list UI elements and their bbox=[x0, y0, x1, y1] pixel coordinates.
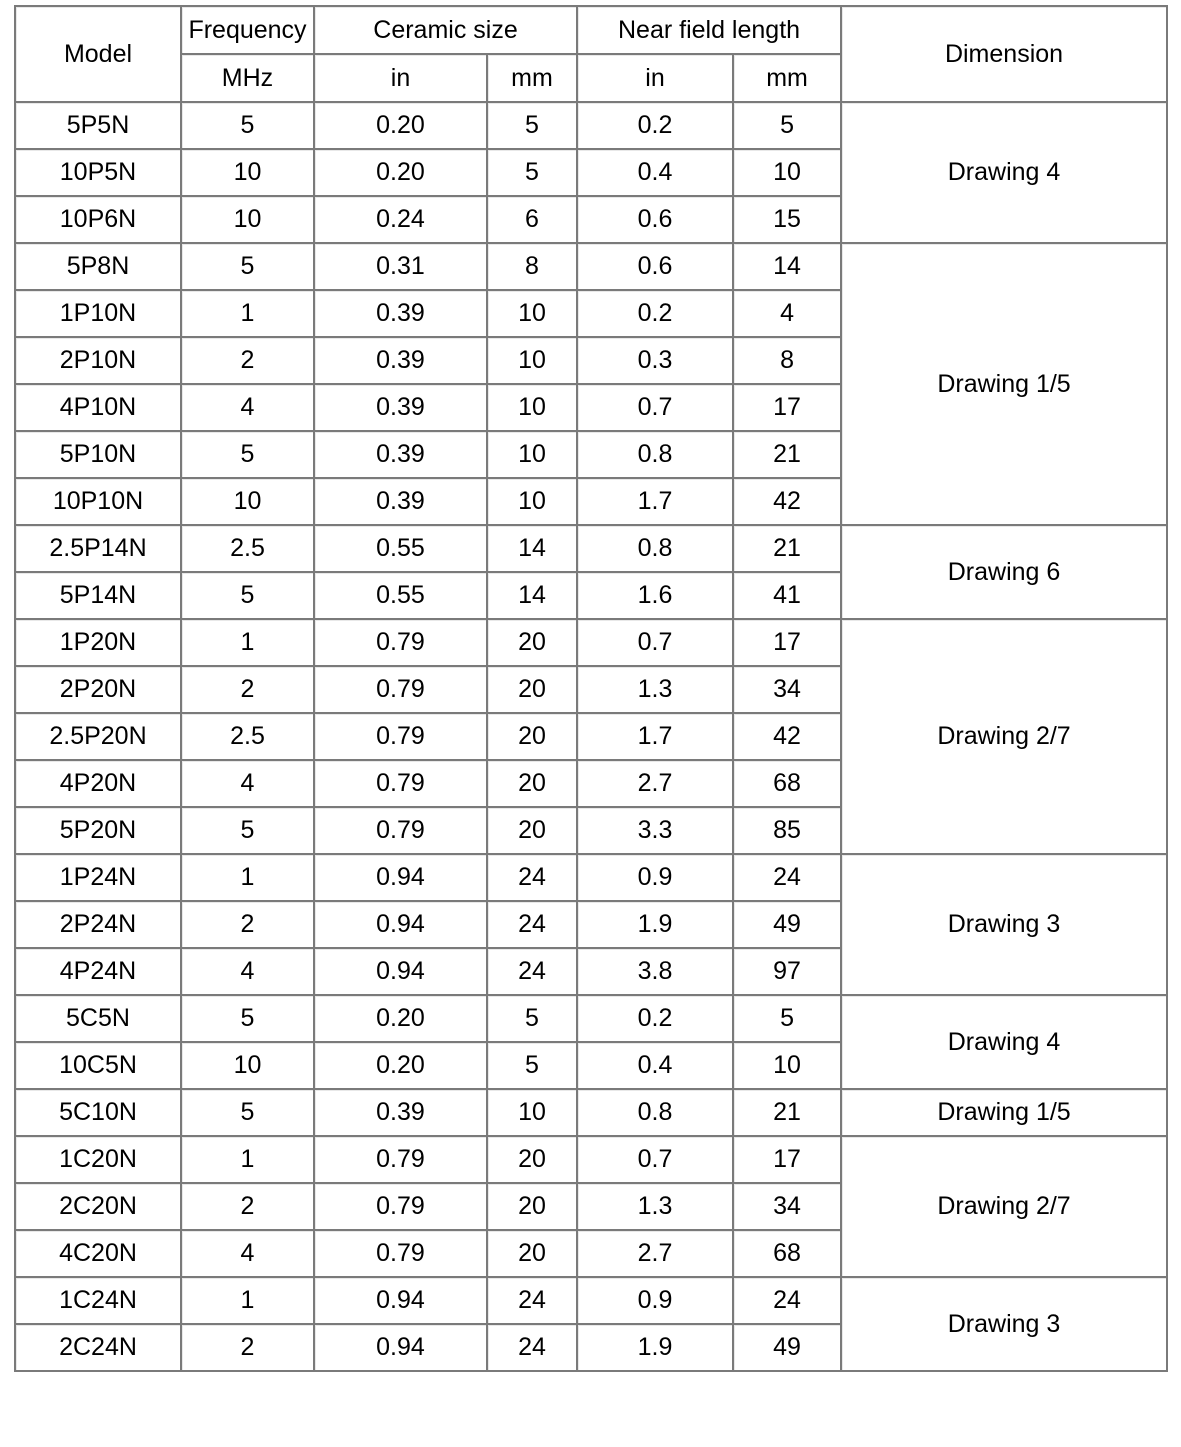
cell-ceramic-mm: 5 bbox=[487, 149, 577, 196]
cell-frequency: 2 bbox=[181, 666, 314, 713]
cell-model: 2C20N bbox=[15, 1183, 181, 1230]
cell-near-mm: 17 bbox=[733, 619, 841, 666]
header-ceramic-size: Ceramic size bbox=[314, 6, 577, 54]
cell-near-in: 0.6 bbox=[577, 196, 733, 243]
cell-near-in: 1.7 bbox=[577, 713, 733, 760]
cell-dimension: Drawing 6 bbox=[841, 525, 1167, 619]
cell-frequency: 2.5 bbox=[181, 713, 314, 760]
cell-near-in: 0.9 bbox=[577, 1277, 733, 1324]
cell-near-mm: 24 bbox=[733, 854, 841, 901]
cell-ceramic-in: 0.24 bbox=[314, 196, 487, 243]
cell-dimension: Drawing 1/5 bbox=[841, 243, 1167, 525]
cell-frequency: 5 bbox=[181, 995, 314, 1042]
cell-ceramic-in: 0.20 bbox=[314, 995, 487, 1042]
cell-ceramic-mm: 20 bbox=[487, 666, 577, 713]
cell-ceramic-mm: 10 bbox=[487, 290, 577, 337]
cell-ceramic-in: 0.20 bbox=[314, 102, 487, 149]
cell-model: 1C24N bbox=[15, 1277, 181, 1324]
cell-model: 1P24N bbox=[15, 854, 181, 901]
cell-frequency: 2 bbox=[181, 337, 314, 384]
cell-near-in: 2.7 bbox=[577, 760, 733, 807]
cell-ceramic-mm: 8 bbox=[487, 243, 577, 290]
cell-model: 5P14N bbox=[15, 572, 181, 619]
cell-near-mm: 68 bbox=[733, 1230, 841, 1277]
table-row bbox=[15, 525, 1167, 572]
cell-near-mm: 42 bbox=[733, 713, 841, 760]
cell-frequency: 5 bbox=[181, 102, 314, 149]
cell-frequency: 1 bbox=[181, 1136, 314, 1183]
cell-ceramic-mm: 20 bbox=[487, 619, 577, 666]
cell-ceramic-in: 0.20 bbox=[314, 149, 487, 196]
cell-ceramic-mm: 10 bbox=[487, 478, 577, 525]
cell-near-mm: 34 bbox=[733, 1183, 841, 1230]
cell-model: 10C5N bbox=[15, 1042, 181, 1089]
cell-ceramic-mm: 10 bbox=[487, 431, 577, 478]
cell-ceramic-in: 0.94 bbox=[314, 948, 487, 995]
cell-ceramic-in: 0.39 bbox=[314, 337, 487, 384]
cell-near-mm: 21 bbox=[733, 431, 841, 478]
cell-ceramic-mm: 20 bbox=[487, 1183, 577, 1230]
cell-ceramic-in: 0.55 bbox=[314, 572, 487, 619]
cell-frequency: 5 bbox=[181, 1089, 314, 1136]
cell-frequency: 10 bbox=[181, 149, 314, 196]
cell-near-mm: 21 bbox=[733, 525, 841, 572]
cell-near-in: 0.6 bbox=[577, 243, 733, 290]
cell-ceramic-mm: 20 bbox=[487, 760, 577, 807]
cell-model: 4P24N bbox=[15, 948, 181, 995]
cell-near-in: 0.7 bbox=[577, 619, 733, 666]
cell-frequency: 5 bbox=[181, 807, 314, 854]
table-row bbox=[15, 1136, 1167, 1183]
cell-near-in: 3.3 bbox=[577, 807, 733, 854]
cell-near-in: 0.8 bbox=[577, 525, 733, 572]
cell-ceramic-mm: 14 bbox=[487, 572, 577, 619]
cell-model: 1C20N bbox=[15, 1136, 181, 1183]
cell-dimension: Drawing 4 bbox=[841, 102, 1167, 243]
header-frequency-unit: MHz bbox=[181, 54, 314, 102]
cell-model: 5P20N bbox=[15, 807, 181, 854]
table-row bbox=[15, 1277, 1167, 1324]
cell-frequency: 1 bbox=[181, 1277, 314, 1324]
cell-ceramic-in: 0.79 bbox=[314, 1230, 487, 1277]
cell-ceramic-in: 0.94 bbox=[314, 854, 487, 901]
cell-model: 4C20N bbox=[15, 1230, 181, 1277]
cell-ceramic-in: 0.31 bbox=[314, 243, 487, 290]
cell-near-mm: 4 bbox=[733, 290, 841, 337]
cell-model: 5C5N bbox=[15, 995, 181, 1042]
cell-dimension: Drawing 3 bbox=[841, 854, 1167, 995]
cell-near-mm: 42 bbox=[733, 478, 841, 525]
cell-frequency: 5 bbox=[181, 572, 314, 619]
cell-ceramic-in: 0.94 bbox=[314, 1277, 487, 1324]
cell-ceramic-in: 0.39 bbox=[314, 384, 487, 431]
cell-ceramic-in: 0.79 bbox=[314, 1183, 487, 1230]
header-near-mm: mm bbox=[733, 54, 841, 102]
cell-frequency: 4 bbox=[181, 1230, 314, 1277]
cell-ceramic-in: 0.79 bbox=[314, 760, 487, 807]
cell-model: 1P10N bbox=[15, 290, 181, 337]
cell-near-in: 0.3 bbox=[577, 337, 733, 384]
header-dimension: Dimension bbox=[841, 6, 1167, 102]
cell-dimension: Drawing 2/7 bbox=[841, 619, 1167, 854]
cell-model: 10P6N bbox=[15, 196, 181, 243]
cell-ceramic-mm: 24 bbox=[487, 901, 577, 948]
cell-frequency: 10 bbox=[181, 478, 314, 525]
cell-ceramic-mm: 10 bbox=[487, 1089, 577, 1136]
cell-near-mm: 17 bbox=[733, 384, 841, 431]
cell-model: 5P5N bbox=[15, 102, 181, 149]
cell-model: 5C10N bbox=[15, 1089, 181, 1136]
cell-frequency: 5 bbox=[181, 431, 314, 478]
cell-near-mm: 49 bbox=[733, 901, 841, 948]
cell-ceramic-mm: 10 bbox=[487, 384, 577, 431]
cell-near-mm: 24 bbox=[733, 1277, 841, 1324]
cell-near-mm: 8 bbox=[733, 337, 841, 384]
cell-ceramic-in: 0.94 bbox=[314, 901, 487, 948]
header-frequency: Frequency bbox=[181, 6, 314, 54]
transducer-spec-table bbox=[14, 5, 1168, 1372]
cell-near-mm: 21 bbox=[733, 1089, 841, 1136]
cell-dimension: Drawing 4 bbox=[841, 995, 1167, 1089]
cell-ceramic-mm: 5 bbox=[487, 995, 577, 1042]
cell-frequency: 1 bbox=[181, 290, 314, 337]
cell-model: 10P5N bbox=[15, 149, 181, 196]
cell-near-mm: 41 bbox=[733, 572, 841, 619]
cell-near-in: 0.7 bbox=[577, 1136, 733, 1183]
cell-model: 2C24N bbox=[15, 1324, 181, 1371]
cell-frequency: 4 bbox=[181, 384, 314, 431]
cell-model: 10P10N bbox=[15, 478, 181, 525]
cell-frequency: 2 bbox=[181, 1324, 314, 1371]
cell-near-mm: 49 bbox=[733, 1324, 841, 1371]
table-row bbox=[15, 619, 1167, 666]
cell-model: 2.5P20N bbox=[15, 713, 181, 760]
cell-model: 5P10N bbox=[15, 431, 181, 478]
table-row bbox=[15, 854, 1167, 901]
cell-model: 5P8N bbox=[15, 243, 181, 290]
cell-ceramic-mm: 24 bbox=[487, 1324, 577, 1371]
cell-ceramic-mm: 20 bbox=[487, 1136, 577, 1183]
cell-ceramic-in: 0.39 bbox=[314, 431, 487, 478]
cell-model: 2P24N bbox=[15, 901, 181, 948]
cell-near-in: 0.4 bbox=[577, 149, 733, 196]
cell-model: 2.5P14N bbox=[15, 525, 181, 572]
header-near-field-length: Near field length bbox=[577, 6, 841, 54]
cell-frequency: 2.5 bbox=[181, 525, 314, 572]
cell-near-in: 3.8 bbox=[577, 948, 733, 995]
table-row bbox=[15, 995, 1167, 1042]
cell-near-mm: 34 bbox=[733, 666, 841, 713]
cell-ceramic-mm: 24 bbox=[487, 1277, 577, 1324]
cell-ceramic-in: 0.79 bbox=[314, 807, 487, 854]
cell-ceramic-in: 0.79 bbox=[314, 619, 487, 666]
cell-ceramic-mm: 24 bbox=[487, 854, 577, 901]
cell-model: 1P20N bbox=[15, 619, 181, 666]
cell-ceramic-mm: 10 bbox=[487, 337, 577, 384]
header-ceramic-mm: mm bbox=[487, 54, 577, 102]
cell-ceramic-in: 0.55 bbox=[314, 525, 487, 572]
cell-near-mm: 15 bbox=[733, 196, 841, 243]
cell-frequency: 2 bbox=[181, 1183, 314, 1230]
cell-ceramic-in: 0.79 bbox=[314, 713, 487, 760]
cell-ceramic-in: 0.94 bbox=[314, 1324, 487, 1371]
cell-ceramic-in: 0.20 bbox=[314, 1042, 487, 1089]
cell-frequency: 5 bbox=[181, 243, 314, 290]
cell-ceramic-mm: 20 bbox=[487, 713, 577, 760]
cell-dimension: Drawing 3 bbox=[841, 1277, 1167, 1371]
cell-model: 2P20N bbox=[15, 666, 181, 713]
cell-ceramic-mm: 6 bbox=[487, 196, 577, 243]
cell-ceramic-in: 0.79 bbox=[314, 666, 487, 713]
cell-ceramic-mm: 5 bbox=[487, 1042, 577, 1089]
cell-frequency: 1 bbox=[181, 854, 314, 901]
cell-dimension: Drawing 1/5 bbox=[841, 1089, 1167, 1136]
cell-near-mm: 5 bbox=[733, 102, 841, 149]
header-row-top bbox=[15, 6, 1167, 54]
cell-ceramic-in: 0.39 bbox=[314, 1089, 487, 1136]
cell-model: 4P20N bbox=[15, 760, 181, 807]
cell-near-in: 1.9 bbox=[577, 1324, 733, 1371]
cell-near-in: 0.8 bbox=[577, 1089, 733, 1136]
cell-ceramic-mm: 5 bbox=[487, 102, 577, 149]
cell-ceramic-mm: 20 bbox=[487, 807, 577, 854]
cell-frequency: 1 bbox=[181, 619, 314, 666]
cell-near-mm: 68 bbox=[733, 760, 841, 807]
header-ceramic-in: in bbox=[314, 54, 487, 102]
cell-near-in: 1.6 bbox=[577, 572, 733, 619]
table-row bbox=[15, 1089, 1167, 1136]
table-row bbox=[15, 102, 1167, 149]
cell-near-in: 0.4 bbox=[577, 1042, 733, 1089]
cell-near-mm: 17 bbox=[733, 1136, 841, 1183]
cell-ceramic-in: 0.79 bbox=[314, 1136, 487, 1183]
header-near-in: in bbox=[577, 54, 733, 102]
header-model: Model bbox=[15, 6, 181, 102]
cell-dimension: Drawing 2/7 bbox=[841, 1136, 1167, 1277]
cell-frequency: 4 bbox=[181, 948, 314, 995]
cell-frequency: 4 bbox=[181, 760, 314, 807]
cell-near-in: 0.9 bbox=[577, 854, 733, 901]
table-body bbox=[15, 102, 1167, 1371]
cell-near-in: 0.8 bbox=[577, 431, 733, 478]
cell-near-mm: 10 bbox=[733, 149, 841, 196]
cell-ceramic-in: 0.39 bbox=[314, 478, 487, 525]
cell-ceramic-mm: 24 bbox=[487, 948, 577, 995]
cell-near-mm: 85 bbox=[733, 807, 841, 854]
cell-near-in: 1.9 bbox=[577, 901, 733, 948]
cell-frequency: 10 bbox=[181, 1042, 314, 1089]
cell-near-in: 0.2 bbox=[577, 290, 733, 337]
cell-model: 2P10N bbox=[15, 337, 181, 384]
cell-near-in: 2.7 bbox=[577, 1230, 733, 1277]
cell-near-in: 1.3 bbox=[577, 666, 733, 713]
cell-frequency: 2 bbox=[181, 901, 314, 948]
cell-ceramic-mm: 20 bbox=[487, 1230, 577, 1277]
cell-near-mm: 14 bbox=[733, 243, 841, 290]
cell-near-mm: 97 bbox=[733, 948, 841, 995]
cell-near-in: 0.2 bbox=[577, 102, 733, 149]
cell-near-in: 0.7 bbox=[577, 384, 733, 431]
cell-near-in: 1.3 bbox=[577, 1183, 733, 1230]
cell-near-mm: 5 bbox=[733, 995, 841, 1042]
cell-ceramic-in: 0.39 bbox=[314, 290, 487, 337]
table-row bbox=[15, 243, 1167, 290]
cell-near-mm: 10 bbox=[733, 1042, 841, 1089]
cell-frequency: 10 bbox=[181, 196, 314, 243]
cell-ceramic-mm: 14 bbox=[487, 525, 577, 572]
cell-near-in: 0.2 bbox=[577, 995, 733, 1042]
cell-near-in: 1.7 bbox=[577, 478, 733, 525]
cell-model: 4P10N bbox=[15, 384, 181, 431]
